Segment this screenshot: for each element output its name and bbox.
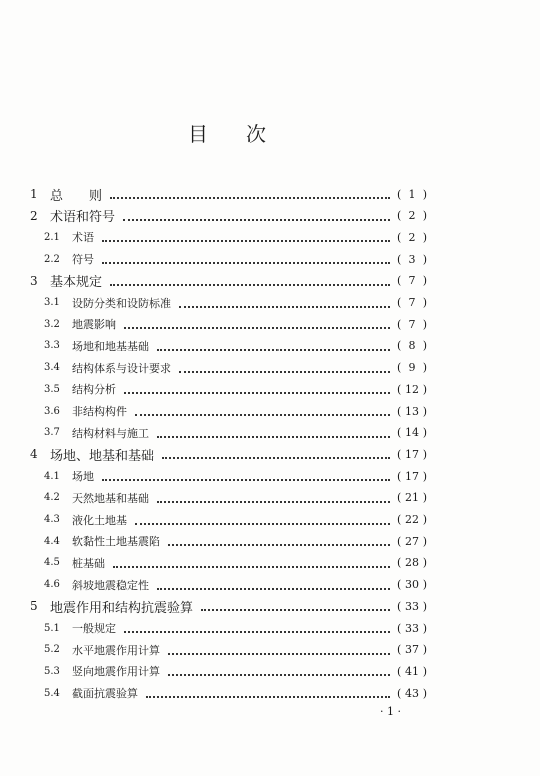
paren-close: ): [422, 643, 427, 657]
toc-entry-page: [397, 339, 427, 352]
page-value: 3: [408, 252, 416, 266]
page-value: 7: [408, 317, 416, 331]
toc-entry-page: [397, 209, 427, 222]
leader-dots: [179, 302, 390, 308]
toc-entry-number: 3.3: [44, 340, 60, 352]
toc-entry[interactable]: [0, 552, 540, 574]
paren-open: (: [397, 230, 402, 244]
toc-entry[interactable]: [0, 639, 540, 661]
leader-dots: [157, 584, 390, 590]
leader-dots: [102, 475, 390, 481]
page-value: 1: [408, 187, 416, 201]
toc-entry[interactable]: [0, 660, 540, 682]
paren-open: (: [397, 274, 402, 288]
leader-dots: [157, 497, 390, 503]
toc-entry-number: 4.5: [44, 557, 60, 569]
toc-entry-title: 基本规定: [50, 275, 103, 291]
toc-entry-page: [397, 600, 427, 613]
leader-dots: [110, 280, 390, 286]
leader-dots: [124, 323, 390, 329]
paren-open: (: [397, 209, 402, 223]
toc-entry-page: [397, 556, 427, 569]
toc-entry-page: [397, 643, 427, 656]
toc-entry-number: 4.3: [44, 514, 60, 525]
page-value: 21: [405, 491, 419, 505]
paren-open: (: [397, 252, 402, 266]
paren-open: (: [397, 404, 402, 418]
toc-entry-page: [397, 426, 427, 439]
toc-entry-title: 场地、地基和基础: [50, 448, 155, 464]
page-value: 13: [405, 404, 419, 418]
paren-close: ): [422, 621, 427, 635]
page-value: 12: [405, 382, 419, 396]
toc-entry-page: [397, 361, 427, 374]
toc-entry-title: 地震影响: [72, 318, 116, 332]
leader-dots: [123, 215, 390, 221]
toc-entry-title: 一般规定: [72, 622, 116, 635]
page-value: 43: [405, 686, 419, 700]
toc-entry-title: 结构体系与设计要求: [72, 361, 171, 375]
toc-entry-page: [397, 448, 427, 461]
toc-entry-number: 3.2: [44, 318, 60, 330]
toc-entry-page: [397, 318, 427, 331]
paren-close: ): [422, 556, 427, 570]
toc-entry-number: 2.1: [44, 231, 60, 243]
toc-entry[interactable]: [0, 226, 540, 248]
page-value: 17: [405, 447, 419, 461]
paren-close: ): [422, 361, 427, 375]
toc-entry[interactable]: [0, 183, 540, 205]
toc-entry[interactable]: [0, 487, 540, 509]
page-value: 14: [405, 426, 419, 440]
paren-open: (: [397, 296, 402, 309]
toc-entry-title: 竖向地震作用计算: [72, 665, 160, 679]
paren-close: ): [422, 426, 427, 440]
paren-close: ): [422, 187, 427, 201]
leader-dots: [110, 193, 390, 199]
paren-close: ): [422, 578, 427, 592]
toc-entry-page: [397, 578, 427, 591]
leader-dots: [102, 236, 390, 242]
paren-close: ): [422, 513, 427, 526]
toc-entry-number: 5.2: [44, 644, 60, 656]
paren-close: ): [422, 404, 427, 418]
toc-entry[interactable]: [0, 248, 540, 270]
page-value: 30: [405, 578, 419, 592]
paren-close: ): [422, 339, 427, 353]
paren-close: ): [422, 491, 427, 505]
paren-open: (: [397, 469, 402, 483]
toc-entry-title: 结构分析: [72, 383, 116, 397]
toc-entry-title: 结构材料与施工: [72, 426, 149, 440]
toc-entry-title: 设防分类和设防标准: [72, 296, 171, 310]
leader-dots: [201, 605, 390, 611]
toc-entry-title: 软黏性土地基震陷: [72, 535, 160, 549]
toc-entry-title: 总 则: [50, 188, 103, 204]
toc-entry-page: [397, 274, 427, 287]
toc-entry[interactable]: [0, 270, 540, 292]
toc-entry-number: 3.4: [44, 362, 60, 374]
page-value: 8: [408, 339, 416, 353]
paren-close: ): [422, 296, 427, 309]
toc-entry[interactable]: [0, 313, 540, 335]
paren-open: (: [397, 426, 402, 440]
leader-dots: [168, 670, 390, 676]
page-value: 7: [408, 274, 416, 288]
toc-entry-title: 非结构构件: [72, 405, 127, 418]
paren-close: ): [422, 469, 427, 483]
toc-entry-page: [397, 470, 427, 483]
paren-open: (: [397, 447, 402, 461]
scan-speck: [277, 349, 279, 351]
toc-entry[interactable]: [0, 443, 540, 465]
paren-open: (: [397, 578, 402, 592]
leader-dots: [162, 453, 390, 459]
paren-open: (: [397, 491, 402, 505]
page-value: 33: [405, 599, 419, 613]
paren-close: ): [422, 252, 427, 266]
toc-entry-number: 5.1: [44, 622, 60, 634]
toc-entry[interactable]: [0, 400, 540, 422]
paren-close: ): [422, 274, 427, 288]
toc-entry[interactable]: [0, 530, 540, 552]
paren-close: ): [422, 447, 427, 461]
toc-entry-number: 4: [30, 447, 38, 462]
toc-entry-title: 场地: [72, 470, 94, 484]
leader-dots: [168, 649, 390, 655]
title-char-1: 目: [188, 122, 208, 146]
toc-entry-title: 术语: [72, 231, 94, 245]
page-value: 2: [408, 209, 416, 223]
toc-entry-page: [397, 188, 427, 201]
toc-entry-page: [397, 405, 427, 418]
title-char-2: 次: [246, 122, 266, 146]
toc-entry-number: 3.6: [44, 405, 60, 417]
toc-entry-number: 4.4: [44, 535, 60, 547]
paren-close: ): [422, 664, 427, 678]
leader-dots: [124, 388, 390, 394]
toc-entry-page: [397, 665, 427, 678]
paren-open: (: [397, 513, 402, 526]
toc-entry-page: [397, 687, 427, 700]
leader-dots: [157, 345, 390, 351]
toc-entry-number: 5.3: [44, 665, 60, 677]
toc-entry-title: 斜坡地震稳定性: [72, 578, 149, 592]
toc-entry-page: [397, 296, 427, 309]
paren-open: (: [397, 187, 402, 201]
paren-open: (: [397, 361, 402, 375]
toc-entry[interactable]: [0, 292, 540, 314]
toc-entry-number: 4.1: [44, 470, 60, 482]
toc-entry-number: 1: [30, 187, 38, 201]
toc-entry[interactable]: [0, 617, 540, 639]
paren-open: (: [397, 339, 402, 353]
toc-entry[interactable]: [0, 682, 540, 704]
paren-open: (: [397, 317, 402, 331]
toc-entry-title: 水平地震作用计算: [72, 643, 160, 657]
toc-entry[interactable]: [0, 595, 540, 617]
page-value: 27: [405, 534, 419, 548]
toc-entry[interactable]: [0, 378, 540, 400]
toc-entry-number: 5: [30, 599, 38, 614]
leader-dots: [135, 410, 390, 416]
toc-entry[interactable]: [0, 357, 540, 379]
leader-dots: [146, 692, 390, 698]
paren-open: (: [397, 664, 402, 678]
toc-entry[interactable]: [0, 422, 540, 444]
toc-entry-page: [397, 491, 427, 504]
toc-entry-number: 3.7: [44, 427, 60, 439]
page-number-footer: · 1 ·: [380, 705, 401, 718]
toc-entry-number: 5.4: [44, 687, 60, 699]
toc-entry-page: [397, 535, 427, 548]
paren-close: ): [422, 382, 427, 396]
page-value: 28: [405, 556, 419, 570]
leader-dots: [124, 627, 390, 633]
paren-open: (: [397, 621, 402, 635]
leader-dots: [102, 258, 390, 264]
paren-close: ): [422, 599, 427, 613]
toc-entry-title: 术语和符号: [50, 210, 116, 226]
page-value: 9: [408, 361, 416, 375]
toc-entry-title: 场地和地基基础: [72, 339, 149, 353]
toc-entry-title: 截面抗震验算: [72, 687, 138, 701]
paren-open: (: [397, 686, 402, 700]
leader-dots: [168, 540, 390, 546]
toc-entry-title: 地震作用和结构抗震验算: [50, 600, 194, 616]
paren-close: ): [422, 686, 427, 700]
page-value: 22: [405, 513, 419, 526]
page-value: 17: [405, 469, 419, 483]
toc-entry[interactable]: [0, 205, 540, 227]
toc-entry-page: [397, 231, 427, 244]
toc-entry-number: 3.5: [44, 383, 60, 395]
toc-entry-number: 3: [30, 273, 38, 288]
toc-entry-title: 天然地基和基础: [72, 491, 149, 505]
paren-open: (: [397, 534, 402, 548]
page-value: 33: [405, 621, 419, 635]
toc-entry-page: [397, 513, 427, 526]
toc-entry-title: 桩基础: [72, 556, 105, 570]
paren-close: ): [422, 534, 427, 548]
toc-entry-number: 4.6: [44, 579, 60, 591]
toc-entry[interactable]: [0, 574, 540, 596]
page-value: 37: [405, 643, 419, 657]
toc-entry[interactable]: [0, 335, 540, 357]
leader-dots: [135, 519, 390, 525]
paren-open: (: [397, 382, 402, 396]
paren-open: (: [397, 556, 402, 570]
toc-entry[interactable]: [0, 465, 540, 487]
toc-entry-page: [397, 383, 427, 396]
paren-close: ): [422, 230, 427, 244]
toc-entry-page: [397, 622, 427, 635]
leader-dots: [157, 432, 390, 438]
paren-close: ): [422, 209, 427, 223]
leader-dots: [113, 562, 390, 568]
toc-entry-page: [397, 253, 427, 266]
toc-entry-number: 4.2: [44, 492, 60, 504]
paren-open: (: [397, 599, 402, 613]
toc-entry-number: 2: [30, 208, 38, 223]
toc-entry-number: 3.1: [44, 297, 60, 308]
toc-entry-title: 符号: [72, 253, 94, 267]
leader-dots: [179, 367, 390, 373]
paren-close: ): [422, 317, 427, 331]
page-value: 7: [408, 296, 416, 309]
toc-entry-title: 液化土地基: [72, 513, 127, 527]
paren-open: (: [397, 643, 402, 657]
page-value: 41: [405, 664, 419, 678]
toc-entry-number: 2.2: [44, 253, 60, 265]
page-value: 2: [408, 230, 416, 244]
toc-entry[interactable]: [0, 509, 540, 531]
